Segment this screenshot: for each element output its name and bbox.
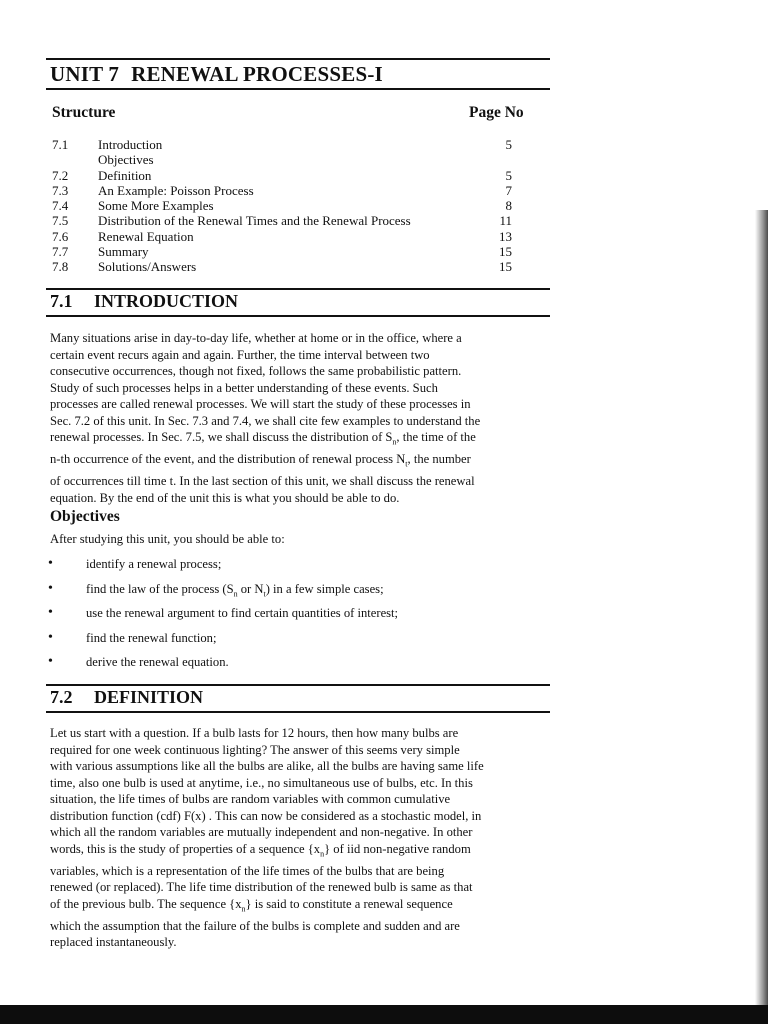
objectives-intro: After studying this unit, you should be able to:	[50, 532, 285, 546]
structure-item	[52, 183, 512, 198]
paragraph-line: which the assumption that the failure of the bulbs is complete and sudden and are	[50, 918, 460, 933]
line-text: renewal processes. In Sec. 7.5, we shall discuss the distribution of S	[50, 430, 393, 444]
structure-item-page: 8	[505, 198, 512, 214]
structure-item	[52, 259, 512, 274]
structure-heading: Structure	[52, 104, 116, 121]
bullet-icon: •	[48, 629, 53, 645]
paragraph-line: of occurrences till time t. In the last section of this unit, we shall discuss the renewal	[50, 474, 475, 489]
definition-paragraph	[50, 725, 545, 951]
unit-label: UNIT 7	[50, 62, 120, 86]
paragraph-line: renewed (or replaced). The life time distribution of the renewed bulb is same as that	[50, 880, 473, 895]
line-text: ) in a few simple cases;	[265, 581, 384, 596]
section-heading-definition	[50, 687, 203, 708]
section-heading-introduction	[50, 291, 238, 312]
structure-item-number: 7.3	[52, 182, 69, 198]
paragraph-line	[50, 896, 545, 918]
paragraph-line: required for one week continuous lighting? The answer of this seems very simple	[50, 742, 460, 757]
structure-item-number: 7.4	[52, 198, 69, 214]
structure-item	[52, 168, 512, 183]
paragraph-line: which all the random variables are mutually independent and non-negative. In other	[50, 825, 473, 839]
paragraph-line: variables, which is a representation of the life times of the bulbs that are being	[50, 863, 445, 878]
paragraph-line: time, also one bulb is used at anytime, i.e., no simultaneous use of bulbs, etc. In this	[50, 775, 473, 790]
paragraph-line: distribution function (cdf) F(x) . This can now be considered as a stochastic model, in	[50, 808, 482, 823]
section-7-2-top-rule	[46, 684, 550, 686]
bullet-icon: •	[48, 556, 53, 571]
math-subscript: t	[263, 589, 266, 599]
list-item	[48, 626, 528, 651]
paragraph-line: Let us start with a question. If a bulb lasts for 12 hours, then how many bulbs are	[50, 726, 459, 740]
structure-item-title: Solutions/Answers	[98, 259, 197, 275]
structure-item-page: 5	[505, 167, 512, 183]
line-text: , the time of the	[396, 430, 476, 444]
section-title: DEFINITION	[94, 687, 204, 707]
paragraph-line: with various assumptions like all the bulbs are alike, all the bulbs are having same life	[50, 759, 484, 773]
section-number: 7.1	[50, 291, 73, 311]
introduction-paragraph	[50, 330, 545, 506]
line-text: words, this is the study of properties of a sequence {x	[50, 841, 321, 856]
structure-item-title: Introduction	[98, 137, 163, 152]
structure-item-number: 7.7	[52, 244, 69, 260]
page-no-heading: Page No	[469, 104, 524, 121]
structure-list	[52, 137, 512, 275]
structure-item-page: 5	[505, 137, 512, 152]
objectives-list	[48, 552, 528, 675]
structure-item	[52, 244, 512, 259]
bullet-icon: •	[48, 605, 53, 620]
list-item	[48, 601, 528, 626]
structure-item-title: Some More Examples	[98, 198, 214, 214]
paragraph-line	[50, 451, 545, 473]
title-bottom-rule	[46, 88, 550, 90]
structure-item-title: An Example: Poisson Process	[98, 182, 254, 198]
section-7-1-bottom-rule	[46, 315, 550, 317]
line-text: } is said to constitute a renewal sequence	[245, 896, 453, 911]
math-subscript: n	[320, 849, 325, 859]
structure-item-page: 13	[499, 228, 512, 244]
structure-item-title: Objectives	[98, 152, 154, 168]
section-title: INTRODUCTION	[94, 291, 239, 311]
math-subscript: n	[241, 904, 246, 914]
paragraph-line: processes are called renewal processes. We will start the study of these processes in	[50, 397, 471, 411]
line-text: , the number	[407, 452, 471, 467]
structure-item	[52, 137, 512, 152]
structure-item-number: 7.8	[52, 259, 69, 275]
structure-item-page: 15	[499, 244, 512, 260]
structure-item-number: 7.1	[52, 137, 69, 152]
section-number: 7.2	[50, 687, 73, 707]
title-top-rule	[46, 58, 550, 60]
paragraph-line	[50, 841, 545, 863]
list-item-text: use the renewal argument to find certain quantities of interest;	[86, 606, 399, 620]
paragraph-line: consecutive occurrences, though not fixed, follows the same probabilistic pattern.	[50, 364, 462, 378]
structure-item	[52, 152, 512, 167]
line-text: n-th occurrence of the event, and the distribution of renewal process N	[50, 452, 406, 467]
list-item-text: find the renewal function;	[86, 630, 217, 645]
line-text: of the previous bulb. The sequence {x	[50, 896, 242, 911]
paragraph-line: Sec. 7.2 of this unit. In Sec. 7.3 and 7.4, we shall cite few examples to understand the	[50, 413, 481, 428]
section-7-1-top-rule	[46, 288, 550, 290]
structure-item-title: Summary	[98, 244, 149, 260]
paragraph-line: situation, the life times of bulbs are random variables with common cumulative	[50, 792, 451, 806]
structure-item-page: 7	[505, 182, 512, 198]
scan-edge-shadow	[755, 210, 768, 1010]
paragraph-line	[50, 429, 545, 451]
structure-item-title: Renewal Equation	[98, 228, 194, 244]
paragraph-line: replaced instantaneously.	[50, 935, 177, 950]
structure-item	[52, 213, 512, 228]
line-text: find the law of the process (S	[86, 581, 234, 596]
bullet-icon: •	[48, 654, 53, 669]
list-item	[48, 577, 528, 602]
structure-item-number: 7.5	[52, 213, 69, 229]
line-text: } of iid non-negative random	[324, 841, 471, 856]
paragraph-line: Study of such processes helps in a better understanding of these events. Such	[50, 380, 438, 395]
structure-item	[52, 229, 512, 244]
unit-title	[50, 62, 383, 87]
structure-item-title: Distribution of the Renewal Times and the Renewal Process	[98, 213, 411, 229]
paragraph-line: certain event recurs again and again. Further, the time interval between two	[50, 347, 430, 362]
structure-item-number: 7.6	[52, 228, 69, 244]
list-item	[48, 552, 528, 577]
structure-item-title: Definition	[98, 167, 152, 183]
math-subscript: t	[405, 459, 408, 469]
paragraph-line: Many situations arise in day-to-day life, whether at home or in the office, where a	[50, 331, 462, 345]
structure-item-number: 7.2	[52, 167, 69, 183]
objectives-heading: Objectives	[50, 508, 120, 525]
line-text: or N	[237, 581, 264, 596]
math-subscript: n	[392, 437, 397, 447]
section-7-2-bottom-rule	[46, 711, 550, 713]
structure-item	[52, 198, 512, 213]
list-item-text: derive the renewal equation.	[86, 655, 229, 669]
structure-item-page: 11	[499, 213, 512, 229]
list-item	[48, 650, 528, 675]
scan-bottom-edge	[0, 1005, 768, 1024]
structure-item-page: 15	[499, 259, 512, 275]
paragraph-line: equation. By the end of the unit this is what you should be able to do.	[50, 490, 400, 505]
unit-title-text: RENEWAL PROCESSES-I	[131, 62, 383, 86]
math-subscript: n	[233, 589, 238, 599]
bullet-icon: •	[48, 580, 53, 596]
list-item-text: identify a renewal process;	[86, 557, 222, 571]
